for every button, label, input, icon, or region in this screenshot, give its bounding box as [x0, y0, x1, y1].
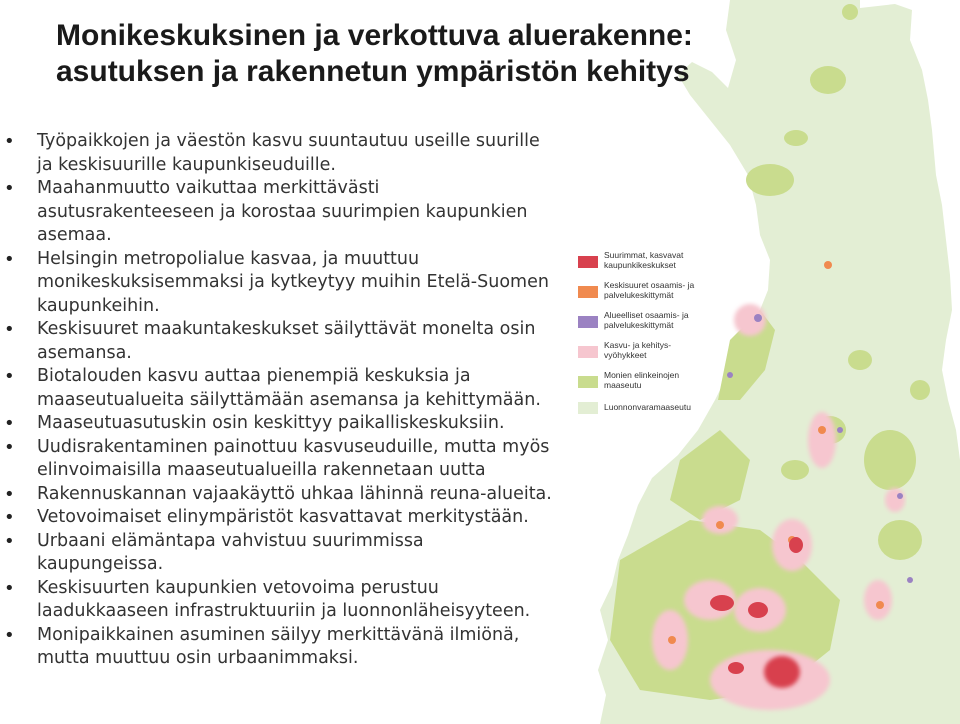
legend-swatch: [578, 346, 598, 358]
bullet-item: • Uudisrakentaminen painottuu kasvuseuduille, mutta myös elinvoimaisilla maaseutualueilla rakennetaan uutta: [0, 436, 590, 483]
legend-swatch: [578, 256, 598, 268]
bullet-item: • Työpaikkojen ja väestön kasvu suuntautuu useille suurille ja keskisuurille kaupunkiseuduille.: [0, 130, 590, 177]
bullet-item: • Biotalouden kasvu auttaa pienempiä keskuksia ja maaseutualueita säilyttämään asemansa ja kehittymään.: [0, 365, 590, 412]
title-line-1: Monikeskuksinen ja verkottuva aluerakenne:: [56, 19, 693, 52]
bullet-list: [0, 130, 590, 671]
finland-map: [560, 0, 960, 724]
slide-title: [56, 18, 696, 90]
bullet-item: • Keskisuurten kaupunkien vetovoima perustuu laadukkaaseen infrastruktuuriin ja luonnonläheisyyteen.: [0, 577, 590, 624]
bullet-item: • Vetovoimaiset elinympäristöt kasvattavat merkitystään.: [0, 506, 590, 530]
legend-swatch: [578, 316, 598, 328]
bullet-item: • Rakennuskannan vajaakäyttö uhkaa lähinnä reuna-alueita.: [0, 483, 590, 507]
bullet-item: • Monipaikkainen asuminen säilyy merkittävänä ilmiönä, mutta muuttuu osin urbaanimmaksi.: [0, 624, 590, 671]
legend-swatch: [578, 402, 598, 414]
legend-swatch: [578, 286, 598, 298]
bullet-item: • Urbaani elämäntapa vahvistuu suurimmissa kaupungeissa.: [0, 530, 590, 577]
bullet-item: • Keskisuuret maakuntakeskukset säilyttävät monelta osin asemansa.: [0, 318, 590, 365]
legend-swatch: [578, 376, 598, 388]
bullet-item: • Maahanmuutto vaikuttaa merkittävästi asutusrakenteeseen ja korostaa suurimpien kaupunkien asemaa.: [0, 177, 590, 248]
bullet-item: • Helsingin metropolialue kasvaa, ja muuttuu monikeskuksisemmaksi ja kytkeytyy muihin Etelä-Suomen kaupunkeihin.: [0, 248, 590, 319]
title-line-2: asutuksen ja rakennetun ympäristön kehitys: [56, 55, 690, 88]
bullet-item: • Maaseutuasutuskin osin keskittyy paikalliskeskuksiin.: [0, 412, 590, 436]
